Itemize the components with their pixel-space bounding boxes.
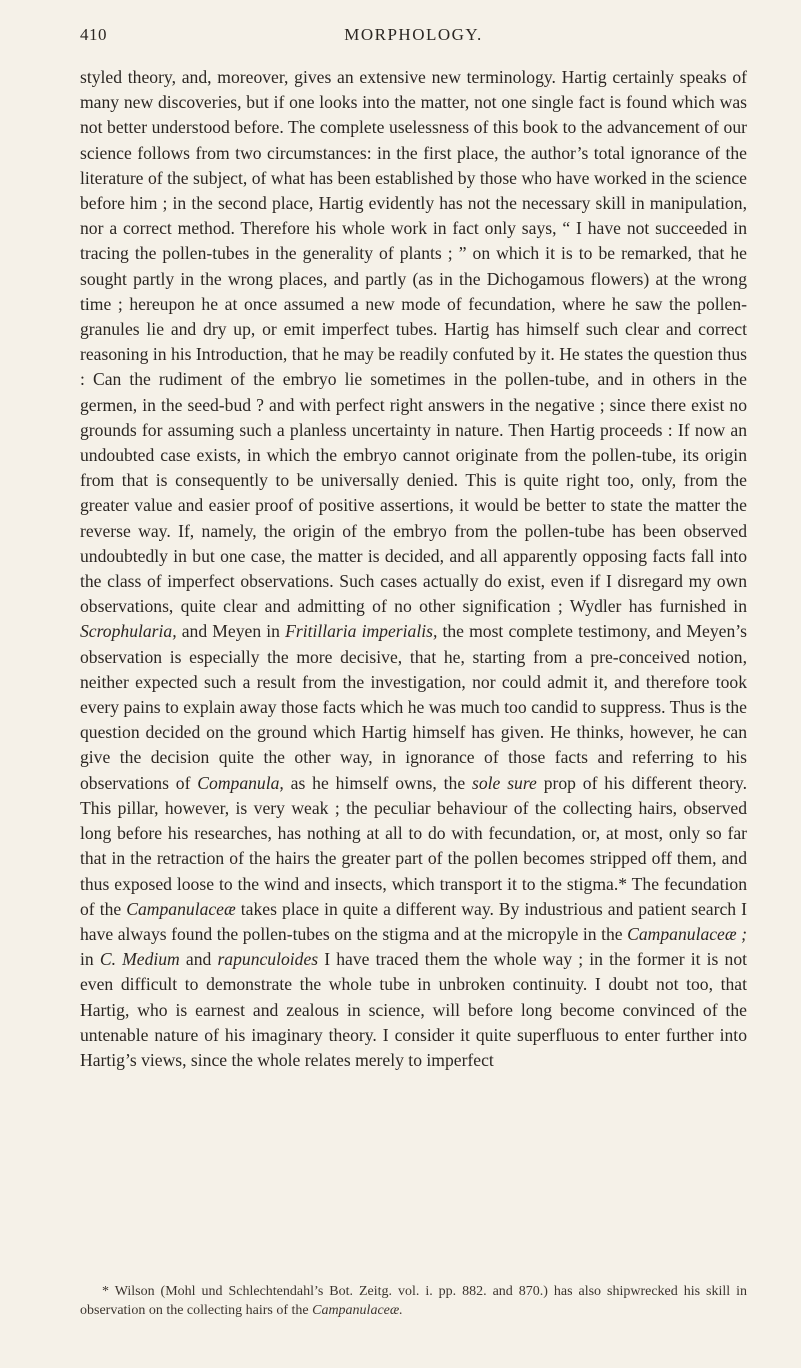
running-head [80,25,747,51]
italic-term: Scrophularia, [80,621,177,642]
text-segment: the most complete testimony, and Meyen’s observation is especially the more decisive, that he, starting from a pre-conceived notion, neither expected such a result from the investigation, nor could admit it, and therefore took every pains to explain away those facts which he was much too candid to suppress. Thus is the question decided on the ground which Hartig himself has given. He thinks, however, he can give the decision quite the other way, in ignorance of those facts and referring to his observations of [80,621,747,793]
text-segment: as he himself owns, the [283,772,472,793]
running-title: MORPHOLOGY. [344,25,483,44]
text-segment: and Meyen in [176,621,286,642]
text-segment: prop of his different theory. This pillar, however, is very weak ; the peculiar behaviour of the collecting hairs, observed long before his researches, has nothing at all to do with fecundation, or, at most, only so far that in the retraction of the hairs the greater part of the pollen becomes stripped off them, and thus exposed loose to the wind and insects, which transport it to the stigma.* The fecundation of the [80,772,747,919]
main-paragraph [80,65,747,1073]
italic-term: rapunculoides [217,949,319,970]
italic-term: C. Medium [99,949,180,970]
page-number: 410 [80,25,107,44]
text-segment: I have traced them the whole way ; in the former it is not even difficult to demonstrate the whole tube in unbroken continuity. I doubt not too, that Hartig, who is earnest and zealous in science, will before long become convinced of the untenable nature of his imaginary theory. I consider it quite superfluous to enter further into Hartig’s views, since the whole relates merely to imperfect [80,949,748,1070]
text-segment: styled theory, and, moreover, gives an extensive new terminology. Hartig certainly speaks of many new discoveries, but if one looks into the matter, not one single fact is found which was not better understood before. The complete uselessness of this book to the advancement of our science follows from two circumstances: in the first place, the author’s total ignorance of the literature of the subject, of what has been established by those who have worked in the science before him ; in the second place, Hartig evidently has not the necessary skill in manipulation, nor a correct method. Therefore his whole work in fact only says, “ I have not succeeded in tracing the pollen-tubes in the generality of plants ; ” on which it is to be remarked, that he sought partly in the wrong places, and partly (as in the Dichogamous flowers) at the wrong time ; hereupon he at once assumed a new mode of fecundation, where he saw the pollen-granules lie and dry up, or emit imperfect tubes. Hartig has himself such clear and correct reasoning in his Introduction, that he may be readily confuted by it. He states the question thus : Can the rudiment of the embryo lie sometimes in the pollen-tube, and in others in the germen, in the seed-bud ? and with perfect right answers in the negative ; since there exist no grounds for assuming such a planless uncertainty in nature. Then Hartig proceeds : If now an undoubted case exists, in which the embryo cannot originate from the pollen-tube, its origin from that is consequently to be universally denied. This is quite right too, only, from the greater value and easier proof of positive assertions, it would be better to state the matter the reverse way. If, namely, the origin of the embryo from the pollen-tube has been observed undoubtedly in but one case, the matter is decided, and all apparently opposing facts fall into the class of imperfect observations. Such cases actually do exist, even if I disregard my own observations, quite clear and admitting of no other signification ; Wydler has furnished in [80,67,747,617]
italic-term: Fritillaria imperialis, [285,621,438,642]
italic-term: sole sure [472,772,537,793]
text-segment: and [179,949,218,970]
text-segment: takes place in quite a different way. By industrious and patient search I have always found the pollen-tubes on the stigma and at the micropyle in the [80,898,747,944]
italic-term: Companula, [197,772,284,793]
italic-term: Campanulaceæ ; [627,923,747,944]
footnote-italic-term: Campanulaceæ. [312,1303,403,1318]
text-segment: in [80,949,100,970]
footnote [80,1282,747,1320]
italic-term: Campanulaceæ [126,898,236,919]
footnote-text: * Wilson (Mohl und Schlechtendahl’s Bot. Zeitg. vol. i. pp. 882. and 870.) has also shipwrecked his skill in observation on the collecting hairs of the [80,1284,747,1318]
body-text [80,65,747,1073]
